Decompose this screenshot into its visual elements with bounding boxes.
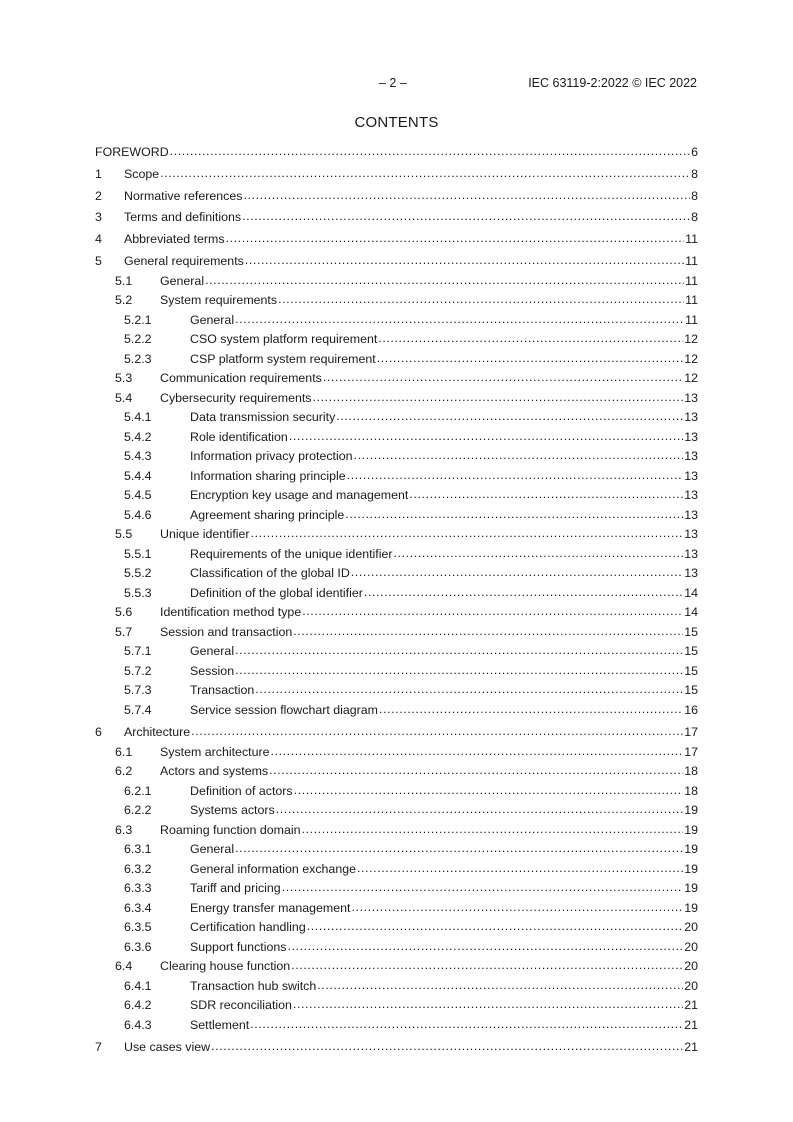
dot-leader: [354, 448, 684, 463]
dot-leader: [255, 682, 683, 697]
toc-entry-title: CSO system platform requirement: [190, 332, 378, 347]
toc-entry-title: Systems actors: [190, 803, 275, 818]
toc-entry-page: 12: [684, 371, 698, 386]
toc-entry-page: 11: [685, 253, 698, 268]
toc-entry-title: Certification handling: [190, 920, 306, 935]
toc-entry-number: 5.5.3: [124, 585, 152, 600]
dot-leader: [293, 997, 683, 1012]
toc-entry-title: Data transmission security: [190, 410, 336, 425]
toc-entry-title: General information exchange: [190, 861, 356, 876]
toc-entry[interactable]: [95, 189, 698, 204]
toc-entry-number: 2: [95, 188, 102, 203]
toc-entry[interactable]: [95, 274, 698, 289]
dot-leader: [243, 188, 690, 203]
toc-entry-page: 16: [684, 702, 698, 717]
toc-entry[interactable]: [95, 488, 698, 503]
toc-entry-number: 5.5: [115, 527, 133, 542]
toc-entry-number: 7: [95, 1039, 102, 1054]
toc-entry-page: 13: [684, 527, 698, 542]
toc-entry[interactable]: [95, 508, 698, 523]
toc-entry-number: 6.3.4: [124, 900, 152, 915]
toc-entry[interactable]: [95, 232, 698, 247]
dot-leader: [364, 585, 683, 600]
dot-leader: [226, 231, 685, 246]
toc-entry-page: 13: [684, 410, 698, 425]
toc-entry-page: 8: [691, 188, 698, 203]
page-number: – 2 –: [379, 76, 407, 90]
toc-entry[interactable]: [95, 823, 698, 838]
dot-leader: [291, 958, 683, 973]
toc-entry-page: 8: [691, 210, 698, 225]
toc-entry-page: 11: [685, 232, 698, 247]
toc-entry[interactable]: [95, 784, 698, 799]
toc-entry-number: 6.2: [115, 764, 133, 779]
toc-entry-page: 13: [684, 566, 698, 581]
toc-entry-number: 6.2.1: [124, 783, 152, 798]
toc-entry-page: 12: [684, 351, 698, 366]
toc-entry-page: 21: [684, 1039, 698, 1054]
dot-leader: [293, 624, 683, 639]
toc-entry-title: Role identification: [190, 429, 288, 444]
toc-entry-page: 11: [685, 312, 698, 327]
toc-entry-page: 11: [685, 293, 698, 308]
dot-leader: [245, 253, 684, 268]
dot-leader: [347, 468, 684, 483]
toc-entry-number: 5.4.3: [124, 449, 152, 464]
toc-entry-number: 5.4: [115, 390, 133, 405]
toc-entry[interactable]: [95, 332, 698, 347]
toc-entry-number: 6.2.2: [124, 803, 152, 818]
dot-leader: [317, 978, 683, 993]
toc-entry-title: General: [190, 644, 235, 659]
toc-entry-title: Actors and systems: [160, 764, 269, 779]
toc-entry-number: 6.3.3: [124, 881, 152, 896]
dot-leader: [294, 783, 684, 798]
toc-entry[interactable]: [95, 940, 698, 955]
toc-entry-title: Identification method type: [160, 605, 302, 620]
toc-entry-title: Transaction: [190, 683, 255, 698]
toc-entry-title: Encryption key usage and management: [190, 488, 409, 503]
contents-title: CONTENTS: [354, 114, 439, 131]
toc-entry-title: Abbreviated terms: [124, 232, 225, 247]
toc-entry-page: 6: [691, 145, 698, 159]
toc-entry-number: 6.3.1: [124, 842, 152, 857]
toc-entry[interactable]: [95, 862, 698, 877]
dot-leader: [302, 822, 684, 837]
dot-leader: [313, 390, 684, 405]
toc-entry-page: 13: [684, 390, 698, 405]
toc-entry-page: 17: [684, 724, 698, 739]
toc-entry[interactable]: [95, 1018, 698, 1033]
toc-entry[interactable]: [95, 210, 698, 225]
dot-leader: [235, 663, 683, 678]
toc-entry-title: Information privacy protection: [190, 449, 353, 464]
dot-leader: [205, 273, 684, 288]
toc-entry[interactable]: [95, 430, 698, 445]
toc-entry-number: 5.2.2: [124, 332, 152, 347]
dot-leader: [242, 209, 690, 224]
toc-entry-title: Service session flowchart diagram: [190, 702, 379, 717]
toc-entry-title: Communication requirements: [160, 371, 322, 386]
toc-entry[interactable]: [95, 959, 698, 974]
dot-leader: [250, 1017, 683, 1032]
toc-entry-number: 6.3.6: [124, 939, 152, 954]
toc-entry[interactable]: [95, 352, 698, 367]
toc-entry-page: 19: [684, 803, 698, 818]
dot-leader: [278, 292, 684, 307]
toc-entry-page: 19: [684, 842, 698, 857]
toc-entry-title: CSP platform system requirement: [190, 351, 376, 366]
dot-leader: [271, 744, 684, 759]
toc-entry[interactable]: [95, 586, 698, 601]
toc-entry-title: Definition of actors: [190, 783, 293, 798]
toc-entry-title: Normative references: [124, 188, 243, 203]
table-of-contents: [95, 145, 698, 1062]
toc-entry-page: 20: [684, 939, 698, 954]
toc-entry[interactable]: [95, 625, 698, 640]
dot-leader: [394, 546, 684, 561]
toc-entry-title: Roaming function domain: [160, 822, 301, 837]
toc-entry-title: Session: [190, 663, 235, 678]
toc-entry-number: 5.5.2: [124, 566, 152, 581]
toc-entry-title: General: [190, 312, 235, 327]
dot-leader: [251, 526, 684, 541]
toc-entry-page: 21: [684, 1017, 698, 1032]
toc-entry[interactable]: [95, 391, 698, 406]
toc-entry-page: 13: [684, 429, 698, 444]
toc-entry[interactable]: [95, 664, 698, 679]
toc-entry-number: 6: [95, 724, 102, 739]
toc-entry-title: Support functions: [190, 939, 287, 954]
toc-entry-number: 5.2: [115, 293, 133, 308]
toc-entry-page: 20: [684, 978, 698, 993]
toc-entry[interactable]: [95, 644, 698, 659]
toc-entry-number: 5.3: [115, 371, 133, 386]
toc-entry-number: 6.4.2: [124, 998, 152, 1013]
dot-leader: [378, 331, 683, 346]
toc-entry-title: General: [190, 842, 235, 857]
toc-entry-page: 14: [684, 585, 698, 600]
dot-leader: [336, 409, 683, 424]
toc-entry-number: 4: [95, 232, 102, 247]
toc-entry-number: 6.3.2: [124, 861, 152, 876]
toc-entry-title: Settlement: [190, 1017, 250, 1032]
toc-entry-page: 21: [684, 998, 698, 1013]
toc-entry-page: 19: [684, 881, 698, 896]
toc-entry-title: SDR reconciliation: [190, 998, 292, 1013]
toc-entry[interactable]: [95, 449, 698, 464]
toc-entry-number: 3: [95, 210, 102, 225]
toc-entry-title: Use cases view: [124, 1039, 211, 1054]
toc-entry-title: System architecture: [160, 744, 270, 759]
toc-entry[interactable]: [95, 293, 698, 308]
toc-entry-title: Clearing house function: [160, 959, 291, 974]
toc-entry[interactable]: [95, 167, 698, 182]
toc-entry-title: Tariff and pricing: [190, 881, 281, 896]
toc-entry-number: 5.4.2: [124, 429, 152, 444]
toc-entry-title: Scope: [124, 166, 160, 181]
toc-entry[interactable]: [95, 842, 698, 857]
toc-entry-title: Information sharing principle: [190, 468, 346, 483]
toc-entry-number: 6.4.3: [124, 1017, 152, 1032]
toc-entry-page: 13: [684, 546, 698, 561]
toc-entry-title: General requirements: [124, 253, 244, 268]
toc-entry-number: 6.1: [115, 744, 133, 759]
toc-entry[interactable]: [95, 145, 698, 160]
toc-entry-number: 5.7.2: [124, 663, 152, 678]
toc-entry[interactable]: [95, 605, 698, 620]
toc-entry[interactable]: [95, 725, 698, 740]
toc-entry-page: 8: [691, 166, 698, 181]
toc-entry-page: 15: [684, 663, 698, 678]
dot-leader: [276, 802, 684, 817]
dot-leader: [170, 144, 690, 159]
toc-entry-number: 5: [95, 253, 102, 268]
toc-entry-number: 5.6: [115, 605, 133, 620]
dot-leader: [287, 939, 683, 954]
toc-entry-title: Cybersecurity requirements: [160, 390, 312, 405]
dot-leader: [269, 763, 683, 778]
toc-entry-title: Unique identifier: [160, 527, 250, 542]
dot-leader: [323, 370, 683, 385]
toc-entry[interactable]: [95, 745, 698, 760]
toc-entry-number: 1: [95, 166, 102, 181]
page-header: [0, 76, 793, 92]
toc-entry-title: Session and transaction: [160, 624, 293, 639]
toc-entry-number: 5.5.1: [124, 546, 152, 561]
toc-entry-number: 5.7.3: [124, 683, 152, 698]
toc-entry[interactable]: [95, 881, 698, 896]
toc-entry-page: 18: [684, 783, 698, 798]
toc-entry[interactable]: [95, 703, 698, 718]
toc-entry-number: 6.3: [115, 822, 133, 837]
dot-leader: [235, 643, 683, 658]
toc-entry-number: 5.4.5: [124, 488, 152, 503]
toc-entry-number: 5.7.1: [124, 644, 152, 659]
toc-entry-page: 15: [684, 644, 698, 659]
toc-entry-title: Requirements of the unique identifier: [190, 546, 393, 561]
dot-leader: [307, 919, 683, 934]
toc-entry-number: 6.4: [115, 959, 133, 974]
toc-entry[interactable]: [95, 901, 698, 916]
toc-entry-number: 5.4.4: [124, 468, 152, 483]
toc-entry[interactable]: [95, 547, 698, 562]
toc-entry[interactable]: [95, 566, 698, 581]
toc-entry-title: Terms and definitions: [124, 210, 242, 225]
toc-entry-page: 20: [684, 959, 698, 974]
toc-entry-page: 13: [684, 507, 698, 522]
toc-entry-number: 5.2.3: [124, 351, 152, 366]
toc-entry[interactable]: [95, 683, 698, 698]
toc-entry-title: Classification of the global ID: [190, 566, 350, 581]
toc-entry-page: 15: [684, 624, 698, 639]
toc-entry[interactable]: [95, 979, 698, 994]
toc-entry[interactable]: [95, 1040, 698, 1055]
dot-leader: [345, 507, 683, 522]
toc-entry-page: 18: [684, 764, 698, 779]
toc-entry-page: 15: [684, 683, 698, 698]
dot-leader: [282, 880, 684, 895]
toc-entry-title: FOREWORD: [95, 145, 169, 159]
document-reference: IEC 63119-2:2022 © IEC 2022: [528, 76, 697, 90]
toc-entry-page: 12: [684, 332, 698, 347]
toc-entry-page: 14: [684, 605, 698, 620]
dot-leader: [191, 724, 683, 739]
toc-entry-page: 19: [684, 861, 698, 876]
toc-entry-page: 13: [684, 488, 698, 503]
toc-entry-number: 6.3.5: [124, 920, 152, 935]
dot-leader: [160, 166, 690, 181]
toc-entry-number: 5.2.1: [124, 312, 152, 327]
toc-entry-page: 13: [684, 449, 698, 464]
toc-entry[interactable]: [95, 313, 698, 328]
toc-entry[interactable]: [95, 410, 698, 425]
dot-leader: [351, 900, 683, 915]
toc-entry-title: Transaction hub switch: [190, 978, 317, 993]
toc-entry-title: Agreement sharing principle: [190, 507, 345, 522]
toc-entry-page: 20: [684, 920, 698, 935]
toc-entry-title: System requirements: [160, 293, 278, 308]
toc-entry[interactable]: [95, 527, 698, 542]
toc-entry-page: 19: [684, 822, 698, 837]
toc-entry[interactable]: [95, 920, 698, 935]
toc-entry-page: 19: [684, 900, 698, 915]
dot-leader: [289, 429, 683, 444]
dot-leader: [377, 351, 684, 366]
toc-entry[interactable]: [95, 764, 698, 779]
toc-entry[interactable]: [95, 803, 698, 818]
toc-entry-page: 13: [684, 468, 698, 483]
dot-leader: [351, 565, 683, 580]
toc-entry-title: Definition of the global identifier: [190, 585, 363, 600]
toc-entry[interactable]: [95, 254, 698, 269]
toc-entry-title: Architecture: [124, 724, 191, 739]
toc-entry[interactable]: [95, 998, 698, 1013]
toc-entry-number: 5.7: [115, 624, 133, 639]
dot-leader: [409, 487, 683, 502]
dot-leader: [235, 841, 683, 856]
toc-entry-page: 17: [684, 744, 698, 759]
dot-leader: [235, 312, 684, 327]
dot-leader: [302, 604, 683, 619]
toc-entry-title: Energy transfer management: [190, 900, 351, 915]
toc-entry[interactable]: [95, 469, 698, 484]
toc-entry-number: 5.7.4: [124, 702, 152, 717]
dot-leader: [379, 702, 683, 717]
dot-leader: [211, 1039, 683, 1054]
toc-entry-number: 5.4.1: [124, 410, 152, 425]
toc-entry[interactable]: [95, 371, 698, 386]
toc-entry-title: General: [160, 273, 205, 288]
dot-leader: [357, 861, 683, 876]
toc-entry-number: 5.4.6: [124, 507, 152, 522]
toc-entry-number: 5.1: [115, 273, 133, 288]
toc-entry-page: 11: [685, 273, 698, 288]
toc-entry-number: 6.4.1: [124, 978, 152, 993]
